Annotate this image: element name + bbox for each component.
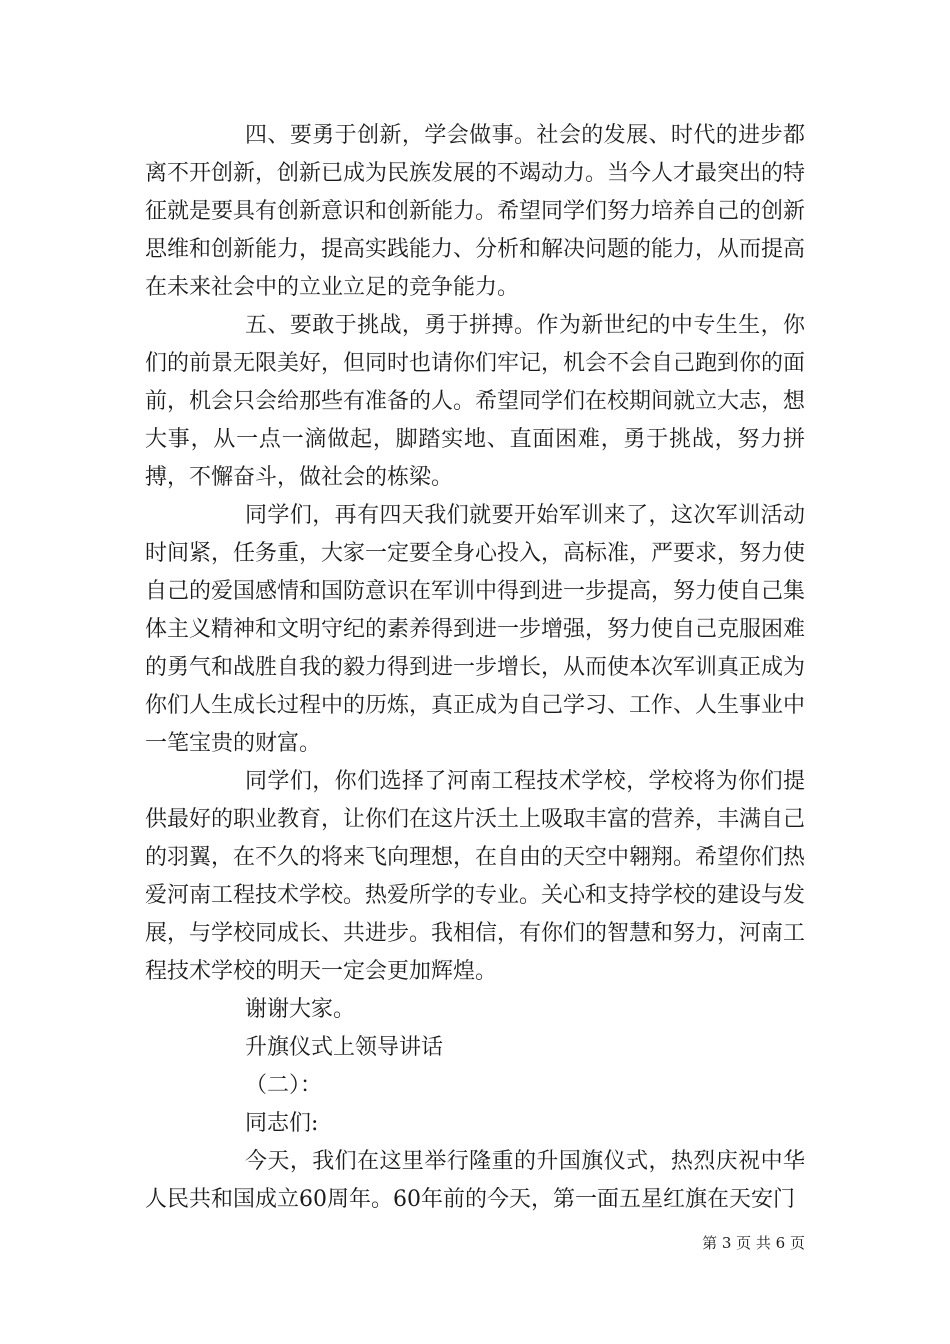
section-heading: 升旗仪式上领导讲话 [245,1035,444,1060]
paragraph-innovation: 四、要勇于创新，学会做事。社会的发展、时代的进步都离不开创新，创新已成为民族发展的不竭动力。当今人才最突出的特征就是要具有创新意识和创新能力。希望同学们努力培养自己的创新思维和创新能力，提高实践能力、分析和解决问题的能力，从而提高在未来社会中的立业立足的竞争能力。 [145,123,806,300]
salutation: 同志们: [245,1111,319,1136]
document-body [145,117,805,1219]
paragraph-flag-ceremony: 今天，我们在这里举行隆重的升国旗仪式，热烈庆祝中华人民共和国成立60周年。60年前的今天，第一面五星红旗在天安门 [145,1149,805,1212]
paragraph-challenge: 五、要敢于挑战，勇于拼搏。作为新世纪的中专生生，你们的前景无限美好，但同时也请你们牢记，机会不会自己跑到你的面前，机会只会给那些有准备的人。希望同学们在校期间就立大志，想大事，从一点一滴做起，脚踏实地、直面困难，勇于挑战，努力拼搏，不懈奋斗，做社会的栋梁。 [145,313,806,490]
section-number: （二）： [245,1073,323,1098]
paragraph-thanks: 谢谢大家。 [245,997,356,1022]
paragraph-military-training: 同学们，再有四天我们就要开始军训来了，这次军训活动时间紧，任务重，大家一定要全身心投入，高标准，严要求，努力使自己的爱国感情和国防意识在军训中得到进一步提高，努力使自己集体主义精神和文明守纪的素养得到进一步增强，努力使自己克服困难的勇气和战胜自我的毅力得到进一步增长，从而使本次军训真正成为你们人生成长过程中的历炼，真正成为自己学习、工作、人生事业中一笔宝贵的财富。 [145,503,806,756]
paragraph-school: 同学们，你们选择了河南工程技术学校，学校将为你们提供最好的职业教育，让你们在这片沃土上吸取丰富的营养，丰满自己的羽翼，在不久的将来飞向理想，在自由的天空中翱翔。希望你们热爱河南工程技术学校。热爱所学的专业。关心和支持学校的建设与发展，与学校同成长、共进步。我相信，有你们的智慧和努力，河南工程技术学校的明天一定会更加辉煌。 [145,769,806,984]
page-footer: 第 3 页 共 6 页 [702,1234,805,1252]
